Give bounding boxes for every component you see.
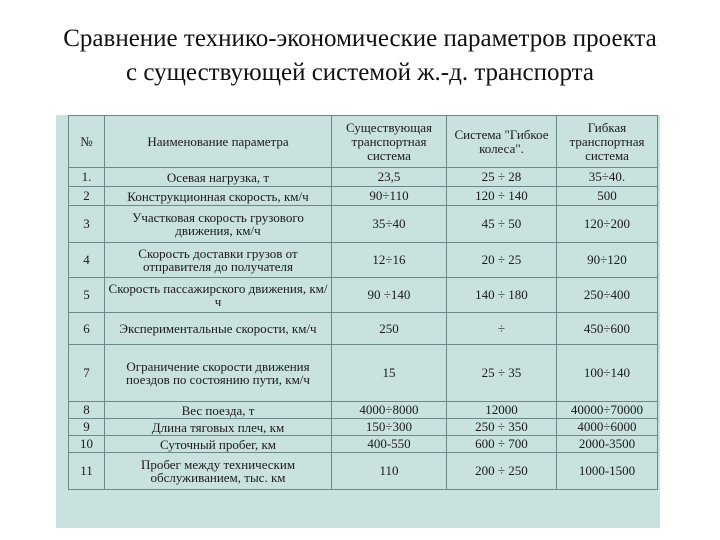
existing-system-value: 35÷40 [332, 206, 447, 243]
header-flexible-system: Гибкая транспортная система [557, 116, 658, 168]
parameters-table [68, 115, 658, 490]
row-number: 6 [69, 313, 105, 345]
header-flexible-wheel: Система "Гибкое колеса". [447, 116, 557, 168]
table-row [69, 168, 658, 187]
flexible-system-value: 1000-1500 [557, 453, 658, 490]
flexible-wheel-value: ÷ [447, 313, 557, 345]
flexible-wheel-value: 20 ÷ 25 [447, 243, 557, 278]
existing-system-value: 250 [332, 313, 447, 345]
title-line-2: с существующей системой ж.-д. транспорта [126, 59, 594, 86]
page-title [0, 22, 720, 90]
parameter-name: Конструкционная скорость, км/ч [105, 187, 332, 206]
row-number: 9 [69, 419, 105, 436]
parameter-name: Экспериментальные скорости, км/ч [105, 313, 332, 345]
row-number: 4 [69, 243, 105, 278]
parameter-name: Длина тяговых плеч, км [105, 419, 332, 436]
flexible-wheel-value: 45 ÷ 50 [447, 206, 557, 243]
flexible-wheel-value: 600 ÷ 700 [447, 436, 557, 453]
row-number: 7 [69, 345, 105, 402]
flexible-system-value: 2000-3500 [557, 436, 658, 453]
flexible-system-value: 100÷140 [557, 345, 658, 402]
row-number: 2 [69, 187, 105, 206]
existing-system-value: 12÷16 [332, 243, 447, 278]
flexible-wheel-value: 140 ÷ 180 [447, 278, 557, 313]
existing-system-value: 23,5 [332, 168, 447, 187]
table-row [69, 436, 658, 453]
existing-system-value: 4000÷8000 [332, 402, 447, 419]
flexible-system-value: 4000÷6000 [557, 419, 658, 436]
row-number: 10 [69, 436, 105, 453]
header-number: № [69, 116, 105, 168]
row-number: 1. [69, 168, 105, 187]
parameter-name: Вес поезда, т [105, 402, 332, 419]
header-parameter-name: Наименование параметра [105, 116, 332, 168]
table-row [69, 187, 658, 206]
flexible-system-value: 35÷40. [557, 168, 658, 187]
existing-system-value: 15 [332, 345, 447, 402]
table-row [69, 206, 658, 243]
parameter-name: Осевая нагрузка, т [105, 168, 332, 187]
parameter-name: Скорость пассажирского движения, км/ч [105, 278, 332, 313]
parameter-name: Скорость доставки грузов от отправителя до получателя [105, 243, 332, 278]
flexible-system-value: 90÷120 [557, 243, 658, 278]
parameter-name: Ограничение скорости движения поездов по состоянию пути, км/ч [105, 345, 332, 402]
flexible-wheel-value: 120 ÷ 140 [447, 187, 557, 206]
flexible-wheel-value: 12000 [447, 402, 557, 419]
header-existing-system: Существующая транспортная система [332, 116, 447, 168]
flexible-system-value: 120÷200 [557, 206, 658, 243]
existing-system-value: 150÷300 [332, 419, 447, 436]
existing-system-value: 90 ÷140 [332, 278, 447, 313]
table-sheet [56, 115, 660, 528]
table-body [69, 168, 658, 490]
table-header-row [69, 116, 658, 168]
parameter-name: Суточный пробег, км [105, 436, 332, 453]
existing-system-value: 400-550 [332, 436, 447, 453]
row-number: 5 [69, 278, 105, 313]
title-line-1: Сравнение технико-экономические параметров проекта [63, 25, 657, 52]
table-row [69, 402, 658, 419]
row-number: 3 [69, 206, 105, 243]
flexible-wheel-value: 200 ÷ 250 [447, 453, 557, 490]
row-number: 11 [69, 453, 105, 490]
flexible-wheel-value: 25 ÷ 35 [447, 345, 557, 402]
existing-system-value: 110 [332, 453, 447, 490]
parameter-name: Пробег между техническим обслуживанием, тыс. км [105, 453, 332, 490]
flexible-wheel-value: 25 ÷ 28 [447, 168, 557, 187]
table-row [69, 345, 658, 402]
table-row [69, 243, 658, 278]
flexible-wheel-value: 250 ÷ 350 [447, 419, 557, 436]
parameter-name: Участковая скорость грузового движения, км/ч [105, 206, 332, 243]
flexible-system-value: 450÷600 [557, 313, 658, 345]
table-row [69, 278, 658, 313]
flexible-system-value: 40000÷70000 [557, 402, 658, 419]
table-row [69, 419, 658, 436]
table-row [69, 313, 658, 345]
flexible-system-value: 250÷400 [557, 278, 658, 313]
table-row [69, 453, 658, 490]
flexible-system-value: 500 [557, 187, 658, 206]
row-number: 8 [69, 402, 105, 419]
existing-system-value: 90÷110 [332, 187, 447, 206]
